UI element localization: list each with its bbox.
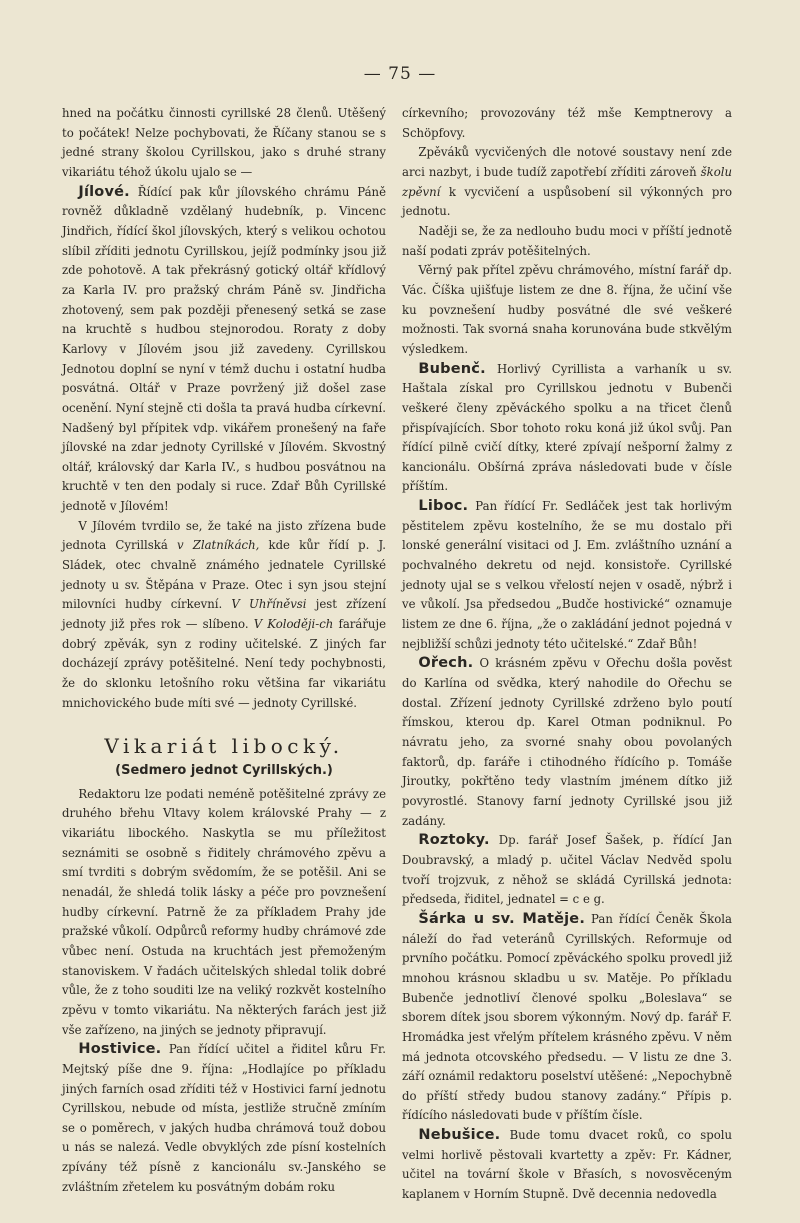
paragraph-roztoky — [402, 831, 732, 910]
section-subtitle: (Sedmero jednot Cyrillských.) — [115, 763, 333, 778]
section-title: Vikariát libocký. — [104, 734, 344, 759]
paragraph: církevního; provozovány též mše Kemptnerovy a Schöpfovy. — [402, 106, 732, 140]
place-heading: Ořech. — [418, 655, 474, 672]
right-column — [402, 104, 732, 1205]
paragraph-text: Horlivý Cyrillista a varhaník u sv. Haštala získal pro Cyrillskou jednotu v Bubenči veškeré členy zpěváckého spolku a na třicet členů přispívajících. Sbor tohoto roku koná již úkol svůj. Pan řídící pilně cvičí dítky, které zpívají nešporní žalmy z kancionálu. Obšírná zpráva následovati bude v čísle příštím. — [402, 361, 732, 494]
italic-run: V Uhříněvsi — [231, 597, 307, 612]
paragraph-text: Pan řídící učitel a řiditel kůru Fr. Mejtský píše dne 9. října: „Hodlajíce po příkladu jiných farních osad zříditi též v Hostivici farní jednotu Cyrillskou, nebude od místa, jestliže stručně zmíním se o poměrech, v jakých hudba chrámová touž dobou u nás se nalezá. Vedle obvyklých zde písní kostelních zpívány též písně z kancionálu sv.-Janského se zvláštním zřetelem ku posvátným dobám roku — [62, 1042, 386, 1194]
paragraph-hostivice — [62, 1040, 386, 1197]
text-run: kde kůr řídí p. J. Sládek, otec chvalně známého jednatele Cyrillské jednoty u sv. Štěpána v Praze. Otec i syn jsou stejní milovníci hudby církevní. — [62, 538, 386, 612]
place-heading: Roztoky. — [418, 832, 490, 849]
place-heading: Hostivice. — [78, 1041, 162, 1058]
paragraph-sarka — [402, 910, 732, 1126]
left-column — [62, 104, 386, 1197]
text-run: farářuje dobrý zpěvák, syn z rodiny učitelské. Z jiných far docházejí zprávy potěšitelné. Není tedy pochybnosti, že do sklonku letošního roku většina far vikariátu mnichovického bude míti své — jednoty Cyrillské. — [62, 617, 386, 710]
paragraph-orech — [402, 654, 732, 831]
place-heading: Šárka u sv. Matěje. — [418, 910, 586, 927]
paragraph-bubenc — [402, 360, 732, 498]
paragraph — [402, 143, 732, 222]
paragraph-text: Pan řídící Fr. Sedláček jest tak horlivým pěstitelem zpěvu kostelního, že se mu dostalo při lonské generální visitaci od J. Em. zvláštního uznání a pochvalného dekretu od nejd. konsistoře. Cyrillské jednoty ujal se s velkou vřelostí nejen v osadě, nýbrž i ve vůkolí. Jsa předsedou „Budče hostivické“ oznamuje listem ze dne 6. října, „že o zakládání jednot pojedná v nejbližší schůzi jednoty této učitelské.“ Zdař Bůh! — [402, 499, 732, 651]
place-heading: Liboc. — [418, 498, 469, 515]
text-run: V Jílovém tvrdilo se, že také na jisto zřízena bude jednota Cyrillská — [62, 518, 386, 553]
place-heading: Nebušice. — [418, 1127, 501, 1144]
paragraph: Naději se, že za nedlouho budu moci v příští jednotě naší podati zpráv potěšitelných. — [402, 223, 732, 258]
paragraph: hned na počátku činnosti cyrillské 28 členů. Utěšený to počátek! Nelze pochybovati, že Říčany stanou se s jedné strany školou Cyrillskou, jako s druhé strany vikariátu téhož úkolu ujalo se — — [62, 106, 386, 179]
paragraph-liboc — [402, 497, 732, 654]
italic-run: V Koloději-ch — [253, 617, 334, 632]
paragraph: Věrný pak přítel zpěvu chrámového, místní farář dp. Vác. Číška ujišťuje listem ze dne 8. října, že učiní vše ku povznešení hudby posvátné dle své veškeré možnosti. Tak svorná snaha korunována bude stkvělým výsledkem. — [402, 263, 732, 356]
paragraph-text: O krásném zpěvu v Ořechu došla pověst do Karlína od svědka, který nahodile do Ořechu se dostal. Zřízení jednoty Cyrillské zdrženo bylo poutí římskou, kterou dp. Karel Otman podniknul. Po návratu jeho, za svorné snahy obou povolaných faktorů, dp. faráře i ctihodného řídícího p. Tomáše Jiroutky, pokřtěno tedy vlastním jménem dítko již povyrostlé. Stanovy farní jednoty Cyrillské jsou již zadány. — [402, 656, 732, 828]
paragraph-jilove — [62, 183, 386, 517]
paragraph-text: Dp. farář Josef Šašek, p. řídící Jan Doubravský, a mladý p. učitel Václav Nedvěd spolu tvoří trojzvuk, z něhož se skládá Cyrillská jednota: předseda, řiditel, jednatel = c e g. — [402, 833, 732, 907]
place-heading: Bubenč. — [418, 360, 486, 377]
italic-run: v Zlatníkách, — [176, 538, 260, 553]
page-number: — 75 — — [363, 64, 437, 84]
place-heading: Jílové. — [78, 183, 130, 200]
italic-run: školu zpěvní — [402, 164, 732, 199]
paragraph-nebusice — [402, 1126, 732, 1205]
text-run: jest zřízení jednoty již přes rok — slíbeno. — [62, 597, 386, 632]
paragraph-text: Pan řídící Čeněk Škola náleží do řad veteránů Cyrillských. Reformuje od prvního počátku. Pomocí zpěváckého spolku provedl již mnohou krásnou skladbu u sv. Matěje. Po příkladu Bubenče jednotliví členové spolku „Boleslava“ se sborem dítek jsou sborem výkonným. Nový dp. farář F. Hromádka jest vřelým přítelem krásného zpěvu. V něm má jednota otcovského předsedu. — V listu ze dne 3. září oznámil redaktoru poselství utěšené: „Nepochybně do příští středy budou stanovy zadány.“ Přípis p. řídícího následovati bude v příštím čísle. — [402, 911, 732, 1123]
paragraph — [62, 517, 386, 714]
text-run: Zpěváků vycvičených dle notové soustavy není zde arci nazbyt, i bude tudíž zapotřebí zříditi zároveň — [402, 145, 732, 179]
paragraph-text: Bude tomu dvacet roků, co spolu velmi horlivě pěstovali kvartetty a zpěv: Fr. Kádner, učitel na tovární škole v Břasích, s novosvěceným kaplanem v Horním Stupně. Dvě decennia nedovedla — [402, 1128, 732, 1202]
text-run: k vycvičení a uspůsobení sil výkonných pro jednotu. — [402, 184, 732, 219]
paragraph-text: Řídící pak kůr jílovského chrámu Páně rovněž důkladně vzdělaný hudebník, p. Vincenc Jindřich, řídící škol jílovských, který s velikou ochotou slíbil zříditi jednotu Cyrillskou, jejíž podmínky jsou již zde pohotově. A tak překrásný gotický oltář křídlový za Karla IV. pro pražský chrám Páně sv. Jindřicha zhotovený, sem pak později přenesený setká se zase na kruchtě s hudbou stejnorodou. Roraty z doby Karlovy v Jílovém jsou již zavedeny. Cyrillskou Jednotou doplní se nyní v témž duchu i ostatní hudba posvátná. Oltář v Praze povržený již došel zase ocenění. Nyní stejně cti došla ta pravá hudba církevní. Nadšený byl přípitek vdp. vikářem pronešený na faře jílovské na zdar jednoty Cyrillské v Jílovém. Skvostný oltář, královský dar Karla IV., s hudbou posvátnou na kruchtě v ten den podaly si ruce. Zdař Bůh Cyrillské jednotě v Jílovém! — [62, 184, 386, 514]
paragraph: Redaktoru lze podati neméně potěšitelné zprávy ze druhého břehu Vltavy kolem královské Prahy — z vikariátu libockého. Naskytla se mu příležitost seznámiti se osobně s řiditely chrámového zpěvu a smí tvrditi s dobrým svědomím, že se potěšil. Ani se nenadál, že shledá tolik lásky a péče pro povznešení hudby církevní. Patrně že za příkladem Prahy jde pražské vůkolí. Odpůrců reformy hudby chrámové zde vůbec není. Ostuda na kruchtách jest přemoženým stanoviskem. V řadách učitelských shledal tolik dobré vůle, že z toho souditi lze na veliký rozkvět kostelního zpěvu v tomto vikariátu. Na některých farách jest již vše zařízeno, na jiných se jednoty připravují. — [62, 786, 386, 1037]
